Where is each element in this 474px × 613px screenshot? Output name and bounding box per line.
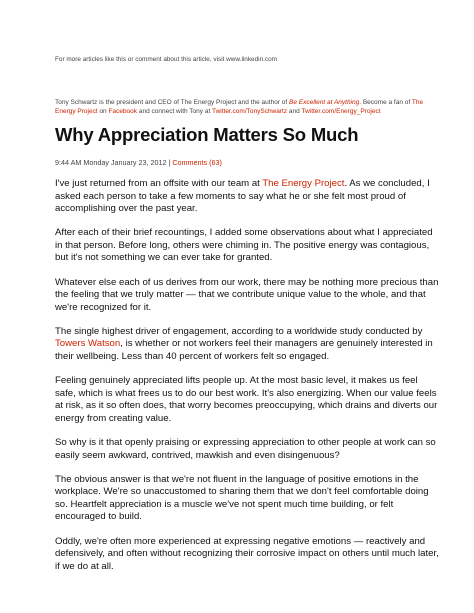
paragraph-2: After each of their brief recountings, I added some observations about what I appreciated in that person. Before long, others were chiming in. The positive energy was contagious, but it's not something we can ever take for granted. [55, 227, 433, 264]
paragraph-1 [55, 178, 439, 216]
article-title: Why Appreciation Matters So Much [55, 124, 359, 145]
paragraph-text: The single highest driver of engagement, according to a worldwide study conducted by [55, 325, 423, 337]
paragraph-3: Whatever else each of us derives from our work, there may be nothing more precious than the feeling that we truly matter — that we contribute unique value to the whole, and that we're recognized for it. [55, 276, 439, 313]
bio-text: Tony Schwartz is the president and CEO of The Energy Project and the author of [55, 99, 290, 106]
paragraph-8: Oddly, we're often more experienced at expressing negative emotions — reactively and defensively, and often without recognizing their corrosive impact on others until much later, if we do at all. [55, 535, 439, 572]
facebook-link[interactable]: Facebook [108, 108, 138, 115]
article-meta [55, 158, 222, 167]
comments-link[interactable]: Comments (63) [172, 158, 222, 167]
energy-project-link[interactable]: The Energy Project [55, 99, 424, 115]
twitter-tony-link[interactable]: Twitter.com/TonySchwartz [211, 108, 288, 115]
meta-separator: | [166, 158, 173, 167]
author-bio [55, 98, 439, 116]
bio-text: . Become a fan of [359, 99, 412, 106]
bio-text: and [287, 108, 302, 115]
article-body [55, 178, 439, 585]
energy-project-inline-link[interactable]: The Energy Project [262, 178, 345, 189]
paragraph-5: Feeling genuinely appreciated lifts people up. At the most basic level, it makes us feel safe, which is what frees us to do our best work. It's also energizing. When our value feels at risk, as it so often does, that worry becomes preoccupying, which drains and diverts our energy from creating value. [55, 375, 438, 424]
book-title: Be Excellent at Anything [289, 99, 360, 106]
paragraph-4 [55, 326, 439, 364]
paragraph-text: I've just returned from an offsite with our team at [55, 178, 263, 189]
bio-text: on [97, 108, 109, 115]
paragraph-7: The obvious answer is that we're not fluent in the language of positive emotions in the workplace. We're so unaccustomed to sharing them that we don't feel comfortable doing so. Heartfelt appreciation is a muscle we've not spent much time building, or felt encouraged to build. [55, 473, 429, 523]
bio-text: and connect with Tony at [137, 108, 212, 115]
paragraph-6: So why is it that openly praising or expressing appreciation to other people at work can so easily seem awkward, contrived, mawkish and even disingenuous? [55, 437, 436, 461]
article-date: 9:44 AM Monday January 23, 2012 [55, 158, 167, 167]
paragraph-text: , is whether or not workers feel their managers are genuinely interested in their wellbeing. Less than 40 percent of workers felt so engaged. [55, 338, 433, 363]
twitter-energy-project-link[interactable]: Twitter.com/Energy_Project [301, 108, 381, 115]
paragraph-text: . As we concluded, I asked each person to take a few moments to say what he or she felt most proud of accomplishing over the past year. [55, 178, 430, 215]
towers-watson-link[interactable]: Towers Watson [55, 338, 121, 350]
header-note: For more articles like this or comment about this article, visit www.linkedin.com [55, 56, 277, 63]
